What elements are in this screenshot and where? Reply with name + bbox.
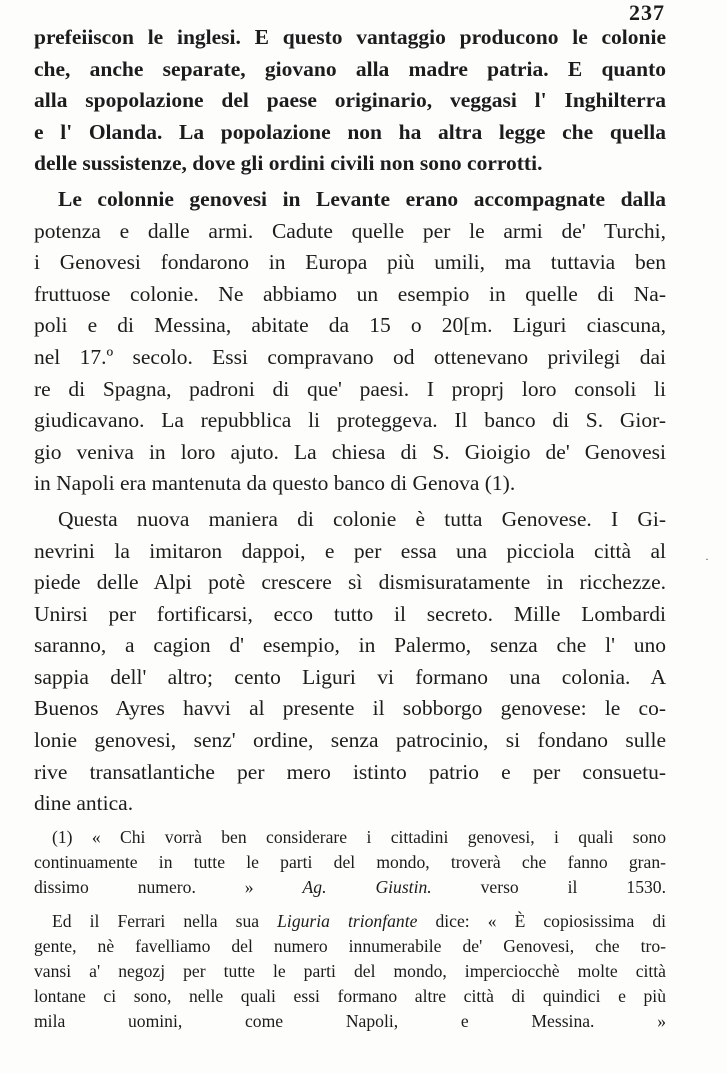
footnote-continuation	[34, 909, 666, 1033]
footnotes	[34, 825, 666, 1033]
footnote-line: mila uomini, come Napoli, e Messina. »	[34, 1010, 666, 1031]
text-line: che, anche separate, giovano alla madre patria. E quanto	[34, 56, 666, 81]
footnote-line: lontane ci sono, nelle quali essi formano altre città di quindici e più	[34, 985, 666, 1006]
footnote-text: dissimo numero. »	[34, 876, 303, 897]
text-line: Buenos Ayres havvi al presente il sobborgo genovese: le co-	[34, 696, 666, 721]
text-line: piede delle Alpi potè crescere sì dismisuratamente in ricchezze.	[34, 570, 666, 595]
text-line: prefeiiscon le inglesi. E questo vantaggio producono le colonie	[34, 25, 666, 49]
text-line: gio veniva in loro ajuto. La chiesa di S. Gioigio de' Genovesi	[34, 439, 666, 464]
text-line: saranno, a cagion d' esempio, in Palermo, senza che l' uno	[34, 633, 666, 658]
text-line: sappia dell' altro; cento Liguri vi formano una colonia. A	[34, 664, 666, 689]
footnote-text: Ed il Ferrari nella sua	[52, 911, 278, 932]
text-line: lonie genovesi, senz' ordine, senza patrocinio, si fondano sulle	[34, 728, 666, 753]
footnote-line: (1) « Chi vorrà ben considerare i cittadini genovesi, i quali sono	[52, 827, 666, 847]
footnote-line	[34, 875, 666, 900]
paragraph-1	[34, 22, 666, 180]
text-line: in Napoli era mantenuta da questo banco di Genova (1).	[34, 471, 516, 496]
text-line: nevrini la imitaron dappoi, e per essa una picciola città al	[34, 538, 666, 563]
text-line: i Genovesi fondarono in Europa più umili, ma tuttavia ben	[34, 250, 666, 275]
page-number: 237	[629, 0, 665, 25]
text-line: delle sussistenze, dove gli ordini civili non sono corrotti.	[34, 151, 543, 176]
footnote-text: dice: « È copiosissima di	[417, 911, 667, 932]
text-line: Questa nuova maniera di colonie è tutta Genovese. I Gi-	[58, 506, 666, 531]
text-line: e l' Olanda. La popolazione non ha altra legge che quella	[34, 119, 666, 144]
text-line: dine antica.	[34, 791, 134, 816]
footnote-line	[34, 909, 666, 934]
margin-speck: ·	[705, 552, 709, 566]
text-line: fruttuose colonie. Ne abbiamo un esempio in quelle di Na-	[34, 281, 666, 306]
cited-work-title: Liguria trionfante	[277, 911, 418, 932]
footnote-line: continuamente in tutte le parti del mondo, troverà che fanno gran-	[34, 851, 666, 872]
text-line: alla spopolazione del paese originario, veggasi l' Inghilterra	[34, 88, 666, 113]
paragraph-2	[34, 184, 666, 500]
text-line: Le colonnie genovesi in Levante erano accompagnate dalla	[58, 186, 666, 211]
text-line: poli e di Messina, abitate da 15 o 20[m. Liguri ciascuna,	[34, 313, 666, 338]
text-line: re di Spagna, padroni di que' paesi. I proprj loro consoli li	[34, 376, 666, 401]
paragraph-3	[34, 504, 666, 820]
footnote-1	[34, 825, 666, 899]
footnote-text: verso il 1530.	[431, 876, 666, 897]
footnote-line: vansi a' negozj per tutte le parti del mondo, imperciocchè molte città	[34, 960, 666, 981]
main-text	[34, 22, 666, 820]
citation-author: Ag. Giustin.	[302, 876, 432, 897]
text-line: Unirsi per fortificarsi, ecco tutto il secreto. Mille Lombardi	[34, 601, 666, 626]
footnote-line: gente, nè favelliamo del numero innumerabile de' Genovesi, che tro-	[34, 936, 666, 957]
text-line: rive transatlantiche per mero istinto patrio e per consuetu-	[34, 759, 666, 784]
text-line: nel 17.º secolo. Essi compravano od ottenevano privilegi dai	[34, 344, 666, 369]
text-line: giudicavano. La repubblica li proteggeva. Il banco di S. Gior-	[34, 408, 666, 433]
text-line: potenza e dalle armi. Cadute quelle per le armi de' Turchi,	[34, 218, 666, 243]
